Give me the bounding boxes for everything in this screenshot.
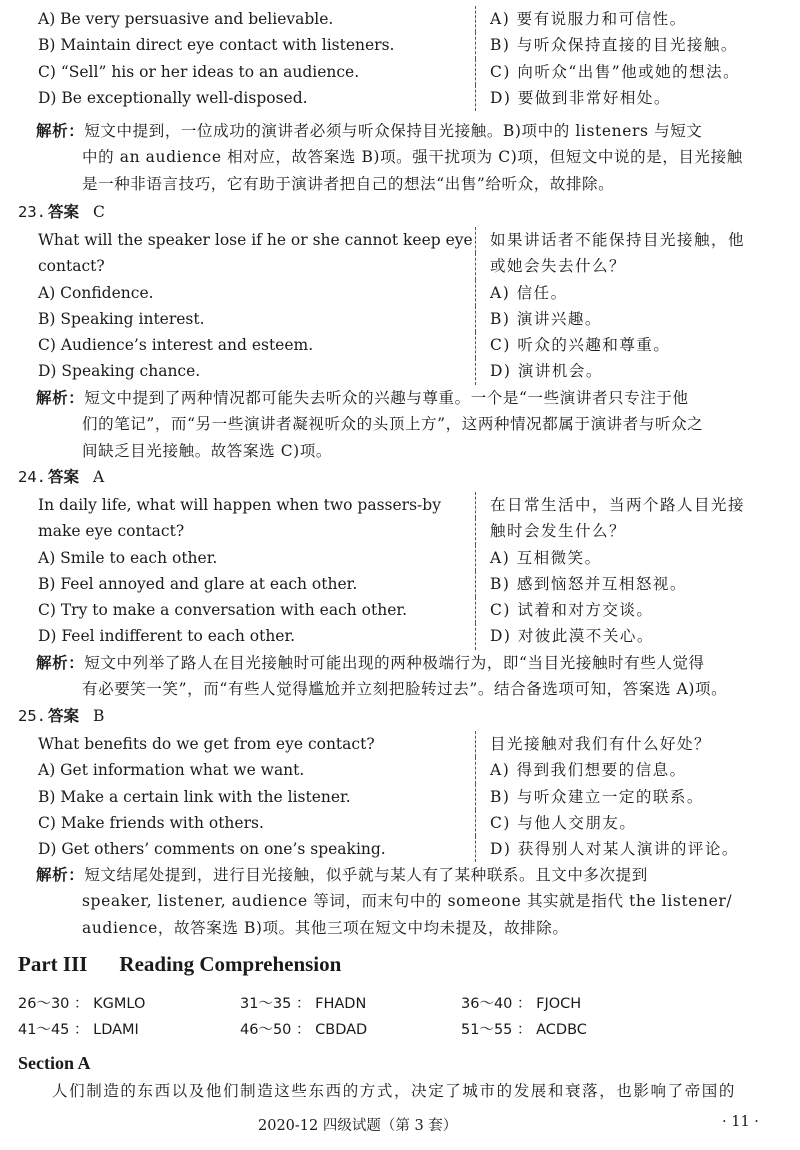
option-row [24, 306, 784, 332]
option-row [24, 358, 784, 384]
q24-analysis [36, 650, 786, 703]
analysis-label: 解析： [36, 865, 85, 884]
question-number: 23. [18, 203, 46, 221]
option-zh: C) 向听众“出售”他或她的想法。 [490, 62, 741, 81]
answer-label: 答案 [48, 467, 80, 486]
analysis-line: 中的 an audience 相对应，故答案选 B)项。强干扰项为 C)项，但短文中说的是，目光接触 [82, 148, 743, 167]
option-en: C) Audience’s interest and esteem. [38, 336, 314, 355]
option-en: A) Be very persuasive and believable. [38, 10, 334, 28]
option-zh: A) 要有说服力和可信性。 [490, 10, 687, 28]
q24-options [24, 492, 784, 650]
analysis-line: 是一种非语言技巧，它有助于演讲者把自己的想法“出售”给听众，故排除。 [82, 174, 615, 193]
option-en: C) Try to make a conversation with each other. [38, 601, 408, 620]
answer-key: 51～55 ： ACDBC [461, 1022, 587, 1038]
q25-options [24, 731, 784, 862]
option-row [24, 784, 784, 810]
question-number: 25. [18, 707, 46, 725]
option-row [24, 492, 784, 518]
analysis-line: 短文中列举了路人在目光接触时可能出现的两种极端行为，即“当目光接触时有些人觉得 [84, 654, 705, 672]
option-en: B) Speaking interest. [38, 309, 205, 328]
answer-key: 31～35 ： FHADN [240, 996, 367, 1012]
question-number: 24. [18, 468, 46, 486]
q23-analysis [36, 385, 786, 464]
option-zh: B) 与听众建立一定的联系。 [490, 787, 704, 806]
option-row [24, 253, 784, 279]
question-en: make eye contact? [38, 522, 185, 541]
q25-analysis [36, 862, 786, 941]
answer-label: 答案 [48, 202, 80, 221]
part-title: Reading Comprehension [119, 952, 342, 976]
option-zh: B) 演讲兴趣。 [490, 309, 602, 328]
option-en: A) Smile to each other. [38, 548, 218, 567]
question-en: contact? [38, 257, 105, 276]
q23-answer-heading [18, 199, 105, 225]
analysis-line: speaker, listener, audience 等词，而末句中的 someone 其实就是指代 the listener/ [82, 892, 733, 911]
section-paragraph: 人们制造的东西以及他们制造这些东西的方式，决定了城市的发展和衰落，也影响了帝国的 [52, 1082, 737, 1100]
option-row [24, 597, 784, 623]
answer-label: 答案 [48, 706, 80, 725]
answer-letter: A [93, 468, 105, 486]
analysis-line: 短文中提到，一位成功的演讲者必须与听众保持目光接触。B)项中的 listeners 与短文 [84, 122, 703, 140]
question-zh: 在日常生活中，当两个路人目光接 [490, 496, 746, 514]
analysis-line: audience，故答案选 B)项。其他三项在短文中均未提及，故排除。 [82, 918, 569, 937]
option-row [24, 623, 784, 649]
option-row [24, 810, 784, 836]
option-en: B) Make a certain link with the listener. [38, 787, 351, 806]
option-zh: A) 信任。 [490, 283, 568, 302]
option-zh: D) 获得别人对某人演讲的评论。 [490, 840, 739, 859]
option-zh: C) 试着和对方交谈。 [490, 601, 654, 620]
section-heading: Section A [18, 1053, 91, 1073]
option-row [24, 32, 784, 58]
option-row [24, 59, 784, 85]
option-zh: B) 感到恼怒并互相怒视。 [490, 574, 687, 593]
option-en: D) Feel indifferent to each other. [38, 627, 296, 646]
page-number: · 11 · [722, 1114, 759, 1130]
option-zh: C) 与他人交朋友。 [490, 813, 637, 832]
answer-letter: C [93, 203, 105, 221]
option-zh: D) 对彼此漠不关心。 [490, 627, 654, 646]
analysis-line: 短文结尾处提到，进行目光接触，似乎就与某人有了某种联系。且文中多次提到 [84, 866, 648, 884]
option-zh: A) 得到我们想要的信息。 [490, 761, 687, 780]
option-en: C) “Sell” his or her ideas to an audience. [38, 62, 360, 81]
option-zh: D) 演讲机会。 [490, 362, 603, 381]
option-zh: C) 听众的兴趣和尊重。 [490, 336, 671, 355]
option-zh: B) 与听众保持直接的目光接触。 [490, 36, 738, 55]
option-en: A) Get information what we want. [38, 761, 305, 780]
q24-answer-heading [18, 464, 104, 490]
option-zh: D) 要做到非常好相处。 [490, 88, 671, 107]
option-en: D) Speaking chance. [38, 362, 201, 381]
analysis-label: 解析： [36, 388, 85, 407]
answer-key: 36～40 ： FJOCH [461, 996, 582, 1012]
footer-title: 2020-12 四级试题（第 3 套） [258, 1118, 458, 1134]
q23-options [24, 227, 784, 385]
option-zh: A) 互相微笑。 [490, 548, 602, 567]
option-row [24, 757, 784, 783]
option-row [24, 332, 784, 358]
option-en: D) Get others’ comments on one’s speaking. [38, 840, 386, 859]
question-en: In daily life, what will happen when two passers-by [38, 496, 441, 514]
answer-key: 26～30 ： KGMLO [18, 996, 146, 1012]
part-heading [18, 952, 341, 977]
option-en: C) Make friends with others. [38, 813, 264, 832]
q25-answer-heading [18, 703, 104, 729]
option-row [24, 227, 784, 253]
option-en: A) Confidence. [38, 283, 154, 302]
question-en: What benefits do we get from eye contact? [38, 735, 375, 753]
option-row [24, 571, 784, 597]
option-row [24, 518, 784, 544]
analysis-line: 们的笔记”，而“另一些演讲者凝视听众的头顶上方”，这两种情况都属于演讲者与听众之 [82, 415, 704, 434]
option-en: D) Be exceptionally well-disposed. [38, 88, 308, 107]
analysis-line: 间缺乏目光接触。故答案选 C)项。 [82, 441, 333, 460]
option-en: B) Maintain direct eye contact with listeners. [38, 36, 395, 55]
analysis-line: 有必要笑一笑”，而“有些人觉得尴尬并立刻把脸转过去”。结合备选项可知，答案选 A)项。 [82, 680, 728, 699]
option-row [24, 280, 784, 306]
option-row [24, 731, 784, 757]
analysis-label: 解析： [36, 653, 85, 672]
answer-key: 46～50 ： CBDAD [240, 1022, 368, 1038]
question-zh: 目光接触对我们有什么好处？ [490, 735, 712, 753]
option-row [24, 6, 784, 32]
option-row [24, 545, 784, 571]
question-en: What will the speaker lose if he or she cannot keep eye [38, 231, 473, 249]
analysis-label: 解析： [36, 121, 85, 140]
answer-key: 41～45 ： LDAMI [18, 1022, 139, 1038]
option-row [24, 836, 784, 862]
question-zh: 或她会失去什么？ [490, 257, 627, 276]
q22-analysis [36, 118, 786, 197]
q22-options [24, 6, 784, 111]
option-en: B) Feel annoyed and glare at each other. [38, 574, 358, 593]
analysis-line: 短文中提到了两种情况都可能失去听众的兴趣与尊重。一个是“一些演讲者只专注于他 [84, 389, 689, 407]
option-row [24, 85, 784, 111]
question-zh: 触时会发生什么？ [490, 522, 627, 541]
answer-letter: B [93, 707, 105, 725]
question-zh: 如果讲话者不能保持目光接触，他 [490, 231, 746, 249]
part-number: Part III [18, 952, 88, 976]
